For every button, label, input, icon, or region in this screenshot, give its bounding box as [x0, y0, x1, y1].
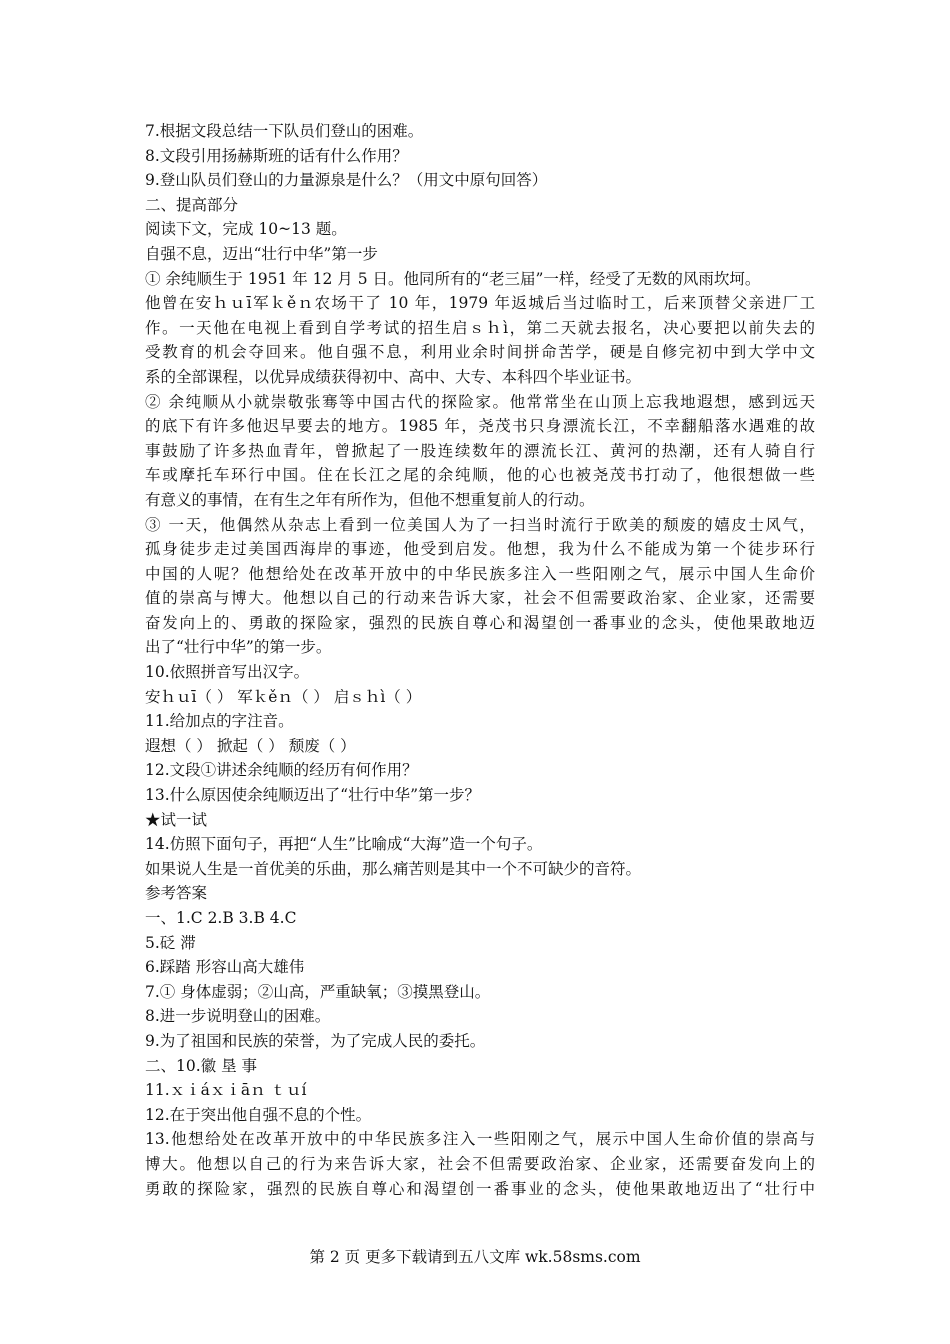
paragraph-line: 值的崇高与博大。他想以自己的行动来告诉大家，社会不但需要政治家、企业家，还需要 — [145, 589, 815, 608]
question-line: 安ｈｕī（ ） 军ｋěｎ（ ） 启ｓｈì（ ） — [145, 687, 422, 706]
answer-line: 13.他想给处在改革开放中的中华民族多注入一些阳刚之气，展示中国人生命价值的崇高与 — [145, 1130, 815, 1149]
text-line: 9.登山队员们登山的力量源泉是什么？（用文中原句回答） — [145, 171, 548, 190]
section-heading: 二、提高部分 — [145, 195, 239, 214]
paragraph-line: 出了“壮行中华”的第一步。 — [145, 638, 332, 657]
paragraph-line: 车或摩托车环行中国。住在长江之尾的余纯顺，他的心也被尧茂书打动了，他很想做一些 — [145, 466, 815, 485]
paragraph-line: ② 余纯顺从小就崇敬张骞等中国古代的探险家。他常常坐在山顶上忘我地遐想，感到远天 — [145, 392, 815, 411]
question-line: 10.依照拼音写出汉字。 — [145, 663, 310, 682]
answer-line: 8.进一步说明登山的困难。 — [145, 1007, 331, 1026]
paragraph-line: 系的全部课程，以优异成绩获得初中、高中、大专、本科四个毕业证书。 — [145, 367, 642, 386]
text-line: 7.根据文段总结一下队员们登山的困难。 — [145, 122, 424, 140]
answer-line: 9.为了祖国和民族的荣誉，为了完成人民的委托。 — [145, 1031, 486, 1050]
question-line: 13.什么原因使余纯顺迈出了“壮行中华”第一步？ — [145, 786, 480, 805]
paragraph-line: 受教育的机会夺回来。他自强不息，利用业余时间拼命苦学，硬是自修完初中到大学中文 — [145, 343, 815, 362]
answer-line: 勇敢的探险家，强烈的民族自尊心和渴望创一番事业的念头，使他果敢地迈出了“壮行中 — [145, 1179, 815, 1198]
answer-line: 博大。他想以自己的行为来告诉大家，社会不但需要政治家、企业家，还需要奋发向上的 — [145, 1154, 815, 1173]
question-line: 12.文段①讲述余纯顺的经历有何作用？ — [145, 761, 418, 780]
answer-line: 6.踩踏 形容山高大雄伟 — [145, 958, 305, 977]
text-line: 阅读下文，完成 10~13 题。 — [145, 220, 347, 239]
text-line: 8.文段引用扬赫斯班的话有什么作用？ — [145, 146, 408, 165]
answer-line: 11.ｘｉáｘｉāｎ ｔｕí — [145, 1081, 307, 1100]
paragraph-line: 的底下有许多他迟早要去的地方。1985 年，尧茂书只身漂流长江，不幸翻船落水遇难的故 — [145, 417, 815, 436]
paragraph-line: 孤身徒步走过美国西海岸的事迹，他受到启发。他想，我为什么不能成为第一个徒步环行 — [145, 540, 815, 559]
answer-line: 12.在于突出他自强不息的个性。 — [145, 1105, 372, 1124]
answer-line: 二、10.徽 垦 事 — [145, 1056, 258, 1075]
paragraph-line: 中国的人呢？他想给处在改革开放中的中华民族多注入一些阳刚之气，展示中国人生命价 — [145, 564, 815, 583]
paragraph-line: ③ 一天，他偶然从杂志上看到一位美国人为了一扫当时流行于欧美的颓废的嬉皮士风气， — [145, 515, 815, 534]
answer-line: 5.砭 滞 — [145, 933, 196, 952]
paragraph-line: ① 余纯顺生于 1951 年 12 月 5 日。他同所有的“老三届”一样，经受了无数的风雨坎坷。 — [145, 269, 761, 288]
paragraph-line: 奋发向上的、勇敢的探险家，强烈的民族自尊心和渴望创一番事业的念头，使他果敢地迈 — [145, 613, 815, 632]
answer-line: 7.① 身体虚弱；②山高，严重缺氧；③摸黑登山。 — [145, 982, 491, 1001]
paragraph-line: 事鼓励了许多热血青年，曾掀起了一股连续数年的漂流长江、黄河的热潮，还有人骑自行 — [145, 441, 815, 460]
answer-line: 一、1.C 2.B 3.B 4.C — [145, 909, 297, 927]
section-heading: 参考答案 — [145, 884, 208, 903]
question-line: 遐想（ ） 掀起（ ） 颓废（ ） — [145, 736, 356, 755]
passage-title: 自强不息，迈出“壮行中华”第一步 — [145, 244, 378, 263]
paragraph-line: 有意义的事情，在有生之年有所作为，但他不想重复前人的行动。 — [145, 490, 595, 509]
question-line: 11.给加点的字注音。 — [145, 712, 294, 731]
page-footer: 第 2 页 更多下载请到五八文库 wk.58sms.com — [309, 1248, 641, 1266]
question-line: 14.仿照下面句子，再把“人生”比喻成“大海”造一个句子。 — [145, 835, 543, 854]
text-line: 如果说人生是一首优美的乐曲，那么痛苦则是其中一个不可缺少的音符。 — [145, 859, 642, 878]
paragraph-line: 他曾在安ｈｕī军ｋěｎ农场干了 10 年，1979 年返城后当过临时工，后来顶替父亲进厂工 — [145, 294, 815, 313]
document-body — [145, 119, 815, 1201]
paragraph-line: 作。一天他在电视上看到自学考试的招生启ｓｈì，第二天就去报名，决心要把以前失去的 — [145, 318, 815, 337]
section-heading: ★试一试 — [145, 810, 208, 829]
